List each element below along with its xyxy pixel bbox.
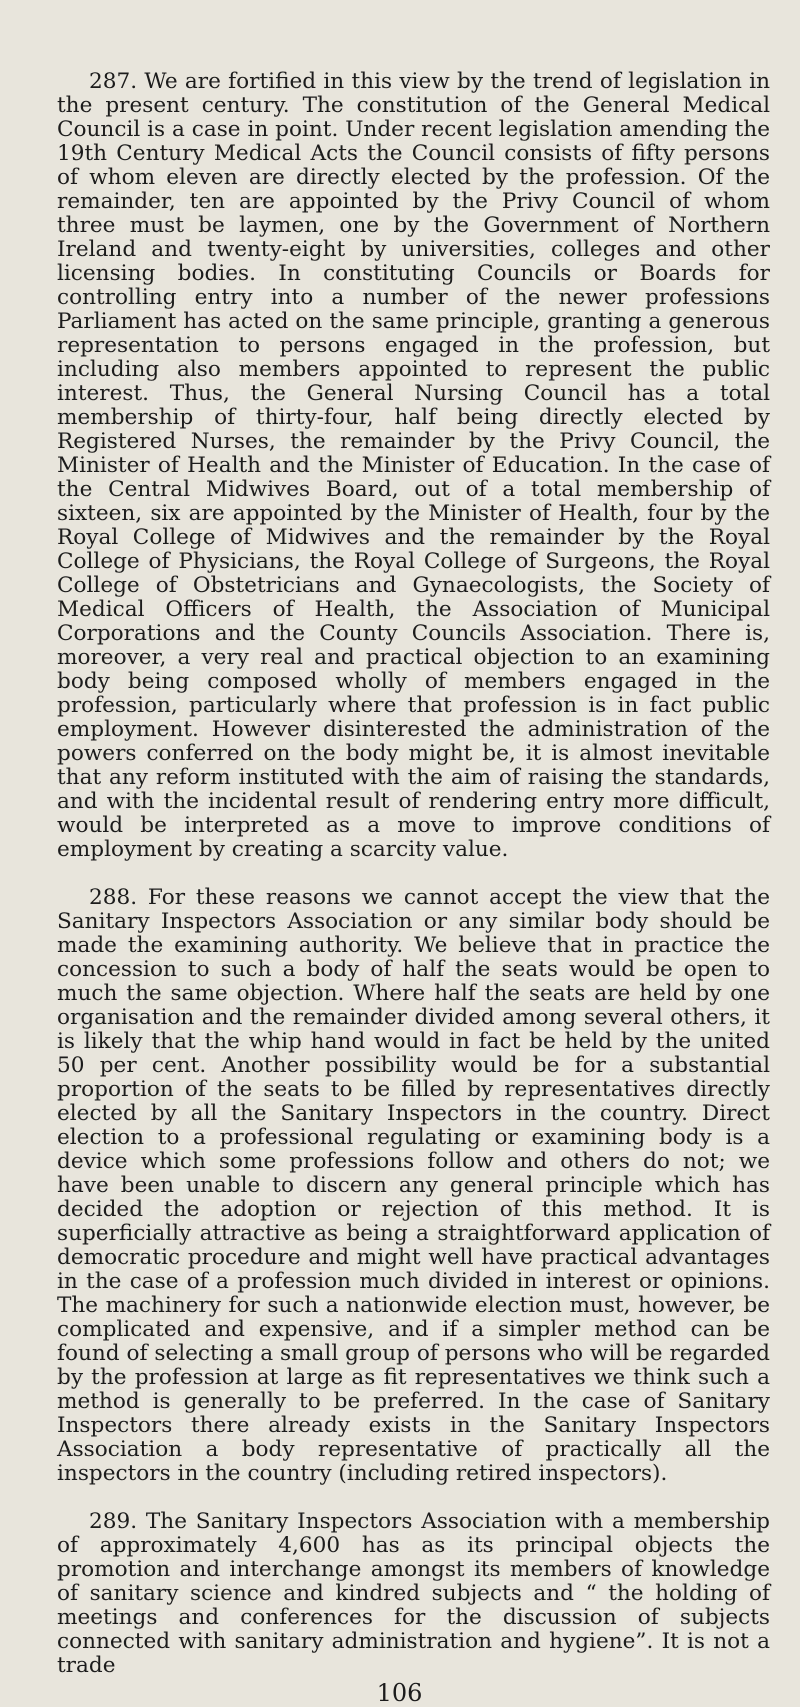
paragraph-287: 287. We are fortified in this view by the trend of legislation in the present century. The constitution of the General Medical Council is a case in point. Under recent legislation amending the 19th Century Medical Acts the Council consists of fifty persons of whom eleven are directly elected by the profession. Of the remainder, ten are appointed by the Privy Council of whom three must be laymen, one by the Government of Northern Ireland and twenty-eight by universities, colleges and other licensing bodies. In constituting Councils or Boards for controlling entry into a number of the newer professions Parliament has acted on the same principle, granting a generous representation to persons engaged in the profession, but including also members appointed to represent the public interest. Thus, the General Nursing Council has a total membership of thirty-four, half being directly elected by Registered Nurses, the remainder by the Privy Council, the Minister of Health and the Minister of Education. In the case of the Central Midwives Board, out of a total membership of sixteen, six are appointed by the Minister of Health, four by the Royal College of Midwives and the remainder by the Royal College of Physicians, the Royal College of Surgeons, the Royal College of Obstetricians and Gynaecologists, the Society of Medical Officers of Health, the Association of Municipal Corporations and the County Councils Association. There is, moreover, a very real and practical objection to an examining body being composed wholly of members engaged in the profession, particularly where that profession is in fact public employment. However disinterested the administration of the powers conferred on the body might be, it is almost inevitable that any reform instituted with the aim of raising the standards, and with the incidental result of rendering entry more difficult, would be interpreted as a move to improve conditions of employment by creating a scarcity value. (57, 69, 770, 862)
page-number: 106 (376, 1679, 423, 1707)
paragraph-288: 288. For these reasons we cannot accept the view that the Sanitary Inspectors Association or any similar body should be made the examining authority. We believe that in practice the concession to such a body of half the seats would be open to much the same objection. Where half the seats are held by one organisation and the remainder divided among several others, it is likely that the whip hand would in fact be held by the united 50 per cent. Another possibility would be for a substantial proportion of the seats to be filled by representatives directly elected by all the Sanitary Inspectors in the country. Direct election to a professional regulating or examining body is a device which some professions follow and others do not; we have been unable to discern any general principle which has decided the adoption or rejection of this method. It is superficially attractive as being a straightforward application of democratic procedure and might well have practical advantages in the case of a profession much divided in interest or opinions. The machinery for such a nationwide election must, however, be complicated and expensive, and if a simpler method can be found of selecting a small group of persons who will be regarded by the profession at large as fit representatives we think such a method is generally to be preferred. In the case of Sanitary Inspectors there already exists in the Sanitary Inspectors Association a body representative of practically all the inspectors in the country (including retired inspectors). (57, 885, 770, 1486)
paragraph-289: 289. The Sanitary Inspectors Association with a membership of approximately 4,600 has as its principal objects the promotion and interchange amongst its members of knowledge of sanitary science and kindred subjects and “ the holding of meetings and conferences for the discussion of subjects connected with sanitary administration and hygiene”. It is not a trade (57, 1509, 770, 1678)
